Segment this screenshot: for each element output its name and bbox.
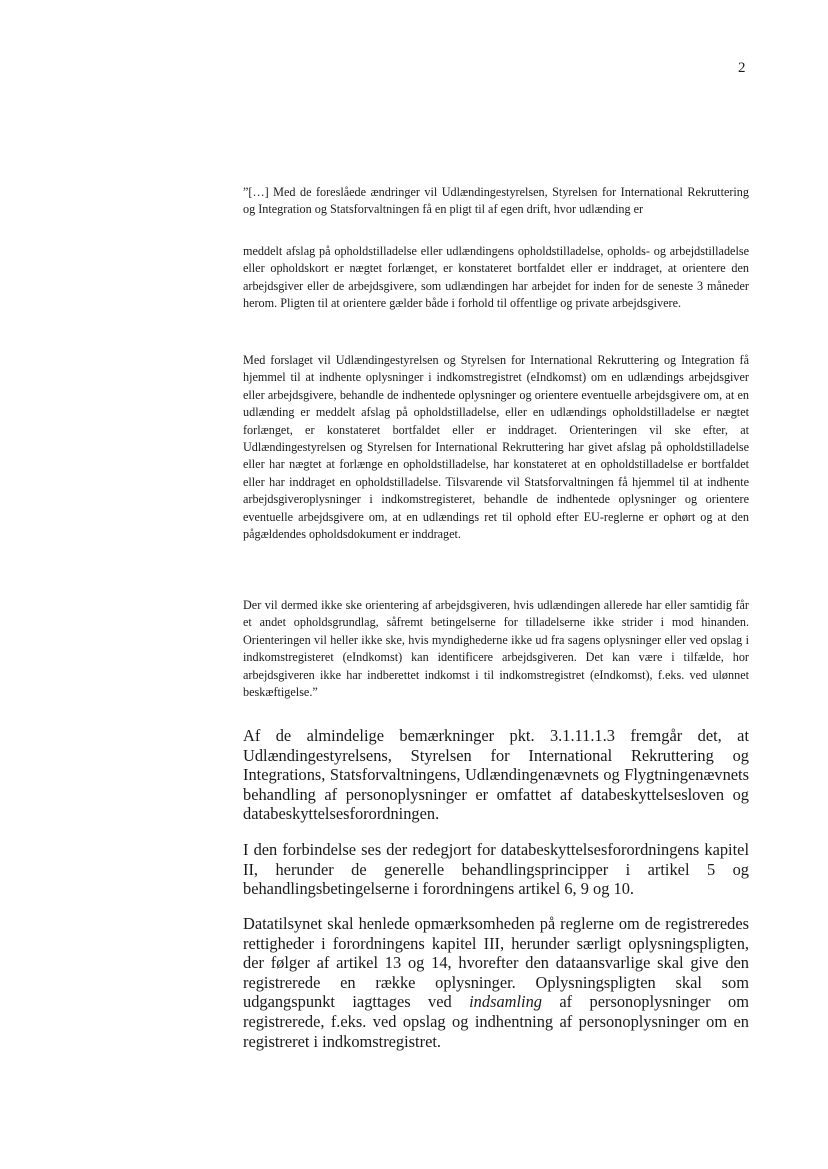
body-paragraph-3 (243, 914, 749, 1051)
quote-paragraph-3 (243, 352, 749, 543)
body-paragraph-2 (243, 840, 749, 899)
page-number: 2 (738, 60, 746, 76)
quote-paragraph-2-text: meddelt afslag på opholdstilladelse eller udlændingens opholdstilladelse, opholds- og arbejdstilladelse eller opholdskort er nægtet forlænget, er konstateret bortfaldet eller er inddraget, at orientere den arbejdsgiver eller de arbejdsgivere, som udlændingen har arbejdet for inden for de seneste 3 måneder herom. Pligten til at orientere gælder både i forhold til offentlige og private arbejdsgivere. (243, 244, 749, 311)
body-paragraph-2-text: I den forbindelse ses der redegjort for databeskyttelsesforordningens kapitel II, herunder de generelle behandlingsprincipper i artikel 5 og behandlingsbetingelserne i forordningens artikel 6, 9 og 10. (243, 840, 749, 899)
quote-paragraph-1-text: ”[…] Med de foreslåede ændringer vil Udlændingestyrelsen, Styrelsen for International Rekruttering og Integration og Statsforvaltningen få en pligt til af egen drift, hvor udlænding er (243, 185, 749, 217)
body-paragraph-3-part-2: af personoplysninger om registrerede, f.eks. ved opslag og indhentning af personoplysninger om en registreret i indkomstregistret. (243, 992, 749, 1051)
body-paragraph-3-emphasis: indsamling (469, 992, 542, 1012)
body-paragraph-1-text: Af de almindelige bemærkninger pkt. 3.1.11.1.3 fremgår det, at Udlændingestyrelsens, Styrelsen for International Rekruttering og Integrations, Statsforvaltningens, Udlændingenævnets og Flygtningenævnets behandling af personoplysninger er omfattet af databeskyttelsesloven og databeskyttelsesforordningen. (243, 726, 749, 824)
quote-paragraph-2 (243, 243, 749, 313)
quote-paragraph-1 (243, 184, 749, 219)
body-paragraph-3-text (243, 914, 749, 1051)
body-paragraph-3-part-1: Datatilsynet skal henlede opmærksomheden på reglerne om de registreredes rettigheder i forordningens kapitel III, herunder særligt oplysningspligten, der følger af artikel 13 og 14, hvorefter den dataansvarlige skal give den registrerede en række oplysninger. Oplysningspligten skal som udgangspunkt iagttages ved (243, 914, 749, 1012)
quote-paragraph-4 (243, 597, 749, 701)
quote-paragraph-4-text: Der vil dermed ikke ske orientering af arbejdsgiveren, hvis udlændingen allerede har eller samtidig får et andet opholdsgrundlag, såfremt betingelserne for tilladelserne ikke strider i mod hinanden. Orienteringen vil heller ikke ske, hvis myndighederne ikke ud fra sagens oplysninger eller ved opslag i indkomstregisteret (eIndkomst) kan identificere arbejdsgiveren. Det kan være i tilfælde, hor arbejdsgiveren ikke har indberettet indkomst i til indkomstregistret (eIndkomst), f.eks. ved ulønnet beskæftigelse.” (243, 598, 749, 700)
quote-paragraph-3-text: Med forslaget vil Udlændingestyrelsen og Styrelsen for International Rekruttering og Integration få hjemmel til at indhente oplysninger i indkomstregistret (eIndkomst) om en udlændings arbejdsgiver eller arbejdsgivere, behandle de indhentede oplysninger og orientere eventuelle arbejdsgivere om, at en udlænding er meddelt afslag på opholdstilladelse, eller en udlændings opholdstilladelse er nægtet forlænget, er konstateret bortfaldet eller er inddraget. Orienteringen vil ske efter, at Udlændingestyrelsen og Styrelsen for International Rekruttering har givet afslag på opholdstilladelse eller har nægtet at forlænge en opholdstilladelse, har konstateret at en opholdstilladelse er bortfaldet eller har inddraget en opholdstilladelse. Tilsvarende vil Statsforvaltningen få hjemmel til at indhente arbejdsgiveroplysninger i indkomstregisteret, behandle de indhentede oplysninger og orientere eventuelle arbejdsgivere om, at en udlændings ret til ophold efter EU-reglerne er ophørt og at den pågældendes opholdsdokument er inddraget. (243, 353, 749, 542)
body-paragraph-1 (243, 726, 749, 824)
